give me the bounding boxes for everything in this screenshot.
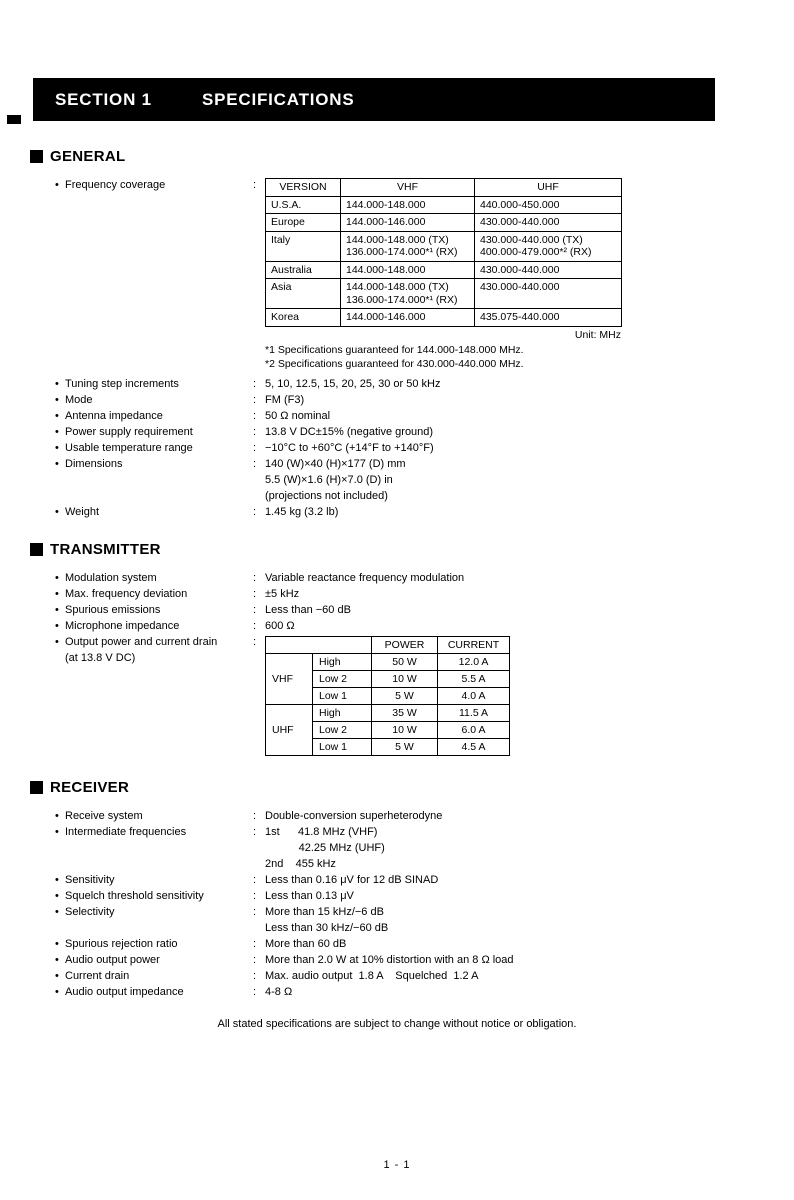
cell-line: 144.000-148.000 (TX) [346, 281, 449, 293]
colon: : [253, 377, 257, 390]
colon: : [253, 953, 257, 966]
spec-item-frequency-coverage [55, 177, 794, 376]
cell-power: 10 W [372, 670, 438, 687]
colon: : [253, 905, 257, 918]
bullet-icon: • [55, 953, 59, 966]
spec-label-text: Spurious rejection ratio [65, 937, 178, 950]
bullet-icon: • [55, 825, 59, 838]
spec-item-intermediate-frequencies [55, 824, 794, 872]
spec-value-line: 13.8 V DC±15% (negative ground) [265, 425, 434, 438]
colon: : [253, 179, 257, 191]
bullet-icon: • [55, 377, 59, 390]
freq-row-asia [266, 279, 622, 309]
spec-item-output-power [55, 634, 794, 759]
spec-value-line: Less than −60 dB [265, 603, 351, 616]
cell-level: High [313, 653, 372, 670]
cell-level: High [313, 704, 372, 721]
colon: : [253, 505, 257, 518]
page-title: SPECIFICATIONS [201, 89, 355, 109]
spec-label-text: Modulation system [65, 571, 157, 584]
spec-label-text: Max. frequency deviation [65, 587, 188, 600]
cell-uhf: 435.075-440.000 [475, 309, 622, 327]
freq-table-header-row [266, 179, 622, 197]
unit-note: Unit: MHz [574, 328, 621, 341]
colon: : [253, 457, 257, 470]
spec-item-selectivity [55, 904, 794, 936]
colon: : [253, 441, 257, 454]
bullet-icon: • [55, 873, 59, 886]
spec-label-text: Squelch threshold sensitivity [65, 889, 204, 902]
colon: : [253, 969, 257, 982]
bullet-icon: • [55, 441, 59, 454]
spec-item-audio-output-impedance [55, 984, 794, 1000]
cell-line: 144.000-148.000 (TX) [346, 233, 449, 246]
freq-row-usa [266, 196, 622, 214]
colon: : [253, 985, 257, 998]
cell-current: 12.0 A [438, 653, 510, 670]
cell-level: Low 2 [313, 670, 372, 687]
cell-current: 11.5 A [438, 704, 510, 721]
col-header-version: VERSION [266, 179, 341, 197]
bullet-icon: • [55, 603, 59, 616]
transmitter-heading [30, 541, 794, 558]
colon: : [253, 409, 257, 422]
spec-value-line: 42.25 MHz (UHF) [265, 841, 385, 854]
spec-value-line: −10°C to +60°C (+14°F to +140°F) [265, 441, 434, 454]
spec-value-line: Less than 0.16 μV for 12 dB SINAD [265, 873, 439, 886]
spec-item-sensitivity [55, 872, 794, 888]
cell-level: Low 1 [313, 687, 372, 704]
cell-vhf: 144.000-146.000 [341, 309, 475, 327]
cell-line: 136.000-174.000*¹ (RX) [346, 246, 458, 258]
cell-uhf [475, 231, 622, 261]
frequency-coverage-value [265, 177, 794, 376]
spec-item-squelch-threshold [55, 888, 794, 904]
cell-line: 136.000-174.000*¹ (RX) [346, 293, 458, 306]
cell-current: 5.5 A [438, 670, 510, 687]
cell-vhf [341, 231, 475, 261]
bullet-icon: • [55, 937, 59, 950]
spec-value-line: Less than 30 kHz/−60 dB [265, 921, 389, 934]
cell-current: 4.5 A [438, 738, 510, 755]
cell-version: Asia [266, 279, 341, 309]
spec-label-text: Audio output impedance [65, 985, 184, 998]
spec-item-spurious-emissions [55, 602, 794, 618]
spec-value-line: Variable reactance frequency modulation [265, 571, 465, 584]
bullet-icon: • [55, 985, 59, 998]
spec-value-line: (projections not included) [265, 489, 388, 502]
colon: : [253, 393, 257, 406]
section-label: SECTION 1 [55, 89, 152, 109]
colon: : [253, 873, 257, 886]
cell-version: U.S.A. [266, 196, 341, 214]
cell-level: Low 1 [313, 738, 372, 755]
cell-power: 5 W [372, 738, 438, 755]
cell-vhf: 144.000-146.000 [341, 214, 475, 232]
col-header-vhf: VHF [341, 179, 475, 197]
output-power-table [265, 636, 510, 756]
cell-version: Italy [266, 231, 341, 261]
cell-line: 400.000-479.000*² (RX) [480, 246, 592, 258]
bullet-icon: • [55, 619, 59, 632]
spec-value-line: FM (F3) [265, 393, 305, 406]
spec-value-line: More than 15 kHz/−6 dB [265, 905, 384, 918]
cell-vhf: 144.000-148.000 [341, 196, 475, 214]
cell-level: Low 2 [313, 721, 372, 738]
col-header-current: CURRENT [438, 636, 510, 653]
bullet-icon: • [55, 635, 59, 648]
cell-version: Korea [266, 309, 341, 327]
colon: : [253, 635, 257, 648]
bullet-icon: • [55, 179, 59, 191]
receiver-spec-list [55, 808, 794, 1000]
bullet-icon: • [55, 409, 59, 422]
spec-label-text: Frequency coverage [65, 179, 166, 191]
cell-line: 430.000-440.000 (TX) [480, 233, 583, 246]
colon: : [253, 809, 257, 822]
receiver-heading-text: RECEIVER [50, 778, 130, 796]
freq-row-korea [266, 309, 622, 327]
spec-item-microphone-impedance [55, 618, 794, 634]
colon: : [253, 619, 257, 632]
spec-value-line: ±5 kHz [265, 587, 300, 600]
freq-row-europe [266, 214, 622, 232]
footnote-2: *2 Specifications guaranteed for 430.000-440.000 MHz. [265, 357, 524, 370]
cell-current: 4.0 A [438, 687, 510, 704]
receiver-heading [30, 779, 794, 796]
spec-label-text: Audio output power [65, 953, 160, 966]
cell-band-uhf: UHF [266, 704, 313, 755]
power-row-uhf-high [266, 704, 510, 721]
spec-label-text: Current drain [65, 969, 130, 982]
spec-value-line: More than 2.0 W at 10% distortion with an 8 Ω load [265, 953, 514, 966]
spec-item-tuning-step [55, 376, 794, 392]
spec-label-text: Power supply requirement [65, 425, 193, 438]
power-table-header-row [266, 636, 510, 653]
blank-header-cell [266, 636, 372, 653]
spec-label-text: Receive system [65, 809, 143, 822]
spec-value-line: 600 Ω [265, 619, 295, 632]
receiver-section [0, 779, 794, 1000]
cell-vhf [341, 279, 475, 309]
colon: : [253, 571, 257, 584]
general-spec-list [55, 177, 794, 520]
spec-label-text: Dimensions [65, 457, 123, 470]
spec-item-receive-system [55, 808, 794, 824]
cell-version: Australia [266, 261, 341, 279]
cell-power: 10 W [372, 721, 438, 738]
colon: : [253, 603, 257, 616]
general-heading-text: GENERAL [50, 148, 126, 165]
square-bullet-icon [30, 150, 43, 163]
spec-item-max-frequency-deviation [55, 586, 794, 602]
spec-value-line: 2nd 455 kHz [265, 857, 336, 870]
transmitter-heading-text: TRANSMITTER [50, 540, 161, 558]
cell-band-vhf: VHF [266, 653, 313, 704]
spec-sublabel: (at 13.8 V DC) [65, 651, 136, 664]
cell-power: 35 W [372, 704, 438, 721]
spec-value-line: Double-conversion superheterodyne [265, 809, 443, 822]
spec-item-antenna-impedance [55, 408, 794, 424]
cell-vhf: 144.000-148.000 [341, 261, 475, 279]
spec-item-mode [55, 392, 794, 408]
bullet-icon: • [55, 393, 59, 406]
spec-value-line: 140 (W)×40 (H)×177 (D) mm [265, 457, 406, 470]
freq-row-australia [266, 261, 622, 279]
square-bullet-icon [30, 543, 43, 556]
spec-label-text: Intermediate frequencies [65, 825, 187, 838]
cell-uhf: 440.000-450.000 [475, 196, 622, 214]
spec-value-line: 4-8 Ω [265, 985, 293, 998]
bullet-icon: • [55, 905, 59, 918]
spec-label-text: Microphone impedance [65, 619, 180, 632]
cell-uhf: 430.000-440.000 [475, 261, 622, 279]
footnotes [265, 343, 794, 371]
bullet-icon: • [55, 457, 59, 470]
cell-uhf: 430.000-440.000 [475, 214, 622, 232]
cell-version: Europe [266, 214, 341, 232]
bullet-icon: • [55, 889, 59, 902]
spec-item-modulation-system [55, 570, 794, 586]
col-header-uhf: UHF [475, 179, 622, 197]
spec-value-line: More than 60 dB [265, 937, 347, 950]
footer-disclaimer: All stated specifications are subject to change without notice or obligation. [217, 1017, 577, 1030]
general-section [0, 148, 794, 520]
spec-label-text: Sensitivity [65, 873, 115, 886]
spec-label-text: Usable temperature range [65, 441, 193, 454]
cell-current: 6.0 A [438, 721, 510, 738]
colon: : [253, 889, 257, 902]
spec-value-line: 1st 41.8 MHz (VHF) [265, 825, 378, 838]
spec-value-line: 5.5 (W)×1.6 (H)×7.0 (D) in [265, 473, 393, 486]
spec-label-text: Output power and current drain [65, 635, 218, 648]
cell-uhf: 430.000-440.000 [475, 279, 622, 309]
print-registration-mark [7, 115, 21, 124]
spec-label-text: Mode [65, 393, 93, 406]
colon: : [253, 937, 257, 950]
transmitter-section [0, 541, 794, 759]
spec-item-weight [55, 504, 794, 520]
cell-power: 50 W [372, 653, 438, 670]
col-header-power: POWER [372, 636, 438, 653]
spec-label-text: Tuning step increments [65, 377, 179, 390]
bullet-icon: • [55, 587, 59, 600]
section-header-bar [33, 78, 715, 121]
general-heading [30, 148, 794, 165]
spec-item-current-drain [55, 968, 794, 984]
spec-item-audio-output-power [55, 952, 794, 968]
bullet-icon: • [55, 969, 59, 982]
spec-label-text: Spurious emissions [65, 603, 161, 616]
spec-item-dimensions [55, 456, 794, 504]
spec-label-text: Selectivity [65, 905, 115, 918]
power-row-vhf-high [266, 653, 510, 670]
frequency-coverage-table [265, 178, 622, 327]
spec-value-line: 1.45 kg (3.2 lb) [265, 505, 339, 518]
square-bullet-icon [30, 781, 43, 794]
transmitter-spec-list [55, 570, 794, 759]
spec-value-line: 5, 10, 12.5, 15, 20, 25, 30 or 50 kHz [265, 377, 441, 390]
colon: : [253, 825, 257, 838]
spec-item-power-supply [55, 424, 794, 440]
spec-item-spurious-rejection [55, 936, 794, 952]
bullet-icon: • [55, 809, 59, 822]
freq-row-italy [266, 231, 622, 261]
spec-value-line: Max. audio output 1.8 A Squelched 1.2 A [265, 969, 479, 982]
bullet-icon: • [55, 571, 59, 584]
colon: : [253, 587, 257, 600]
colon: : [253, 425, 257, 438]
spec-value-line: Less than 0.13 μV [265, 889, 354, 902]
spec-label-text: Antenna impedance [65, 409, 163, 422]
spec-item-temperature-range [55, 440, 794, 456]
spec-value-line: 50 Ω nominal [265, 409, 331, 422]
page-number: 1 - 1 [383, 1159, 411, 1171]
bullet-icon: • [55, 505, 59, 518]
spec-label-text: Weight [65, 505, 100, 518]
footnote-1: *1 Specifications guaranteed for 144.000-148.000 MHz. [265, 343, 524, 356]
bullet-icon: • [55, 425, 59, 438]
cell-power: 5 W [372, 687, 438, 704]
